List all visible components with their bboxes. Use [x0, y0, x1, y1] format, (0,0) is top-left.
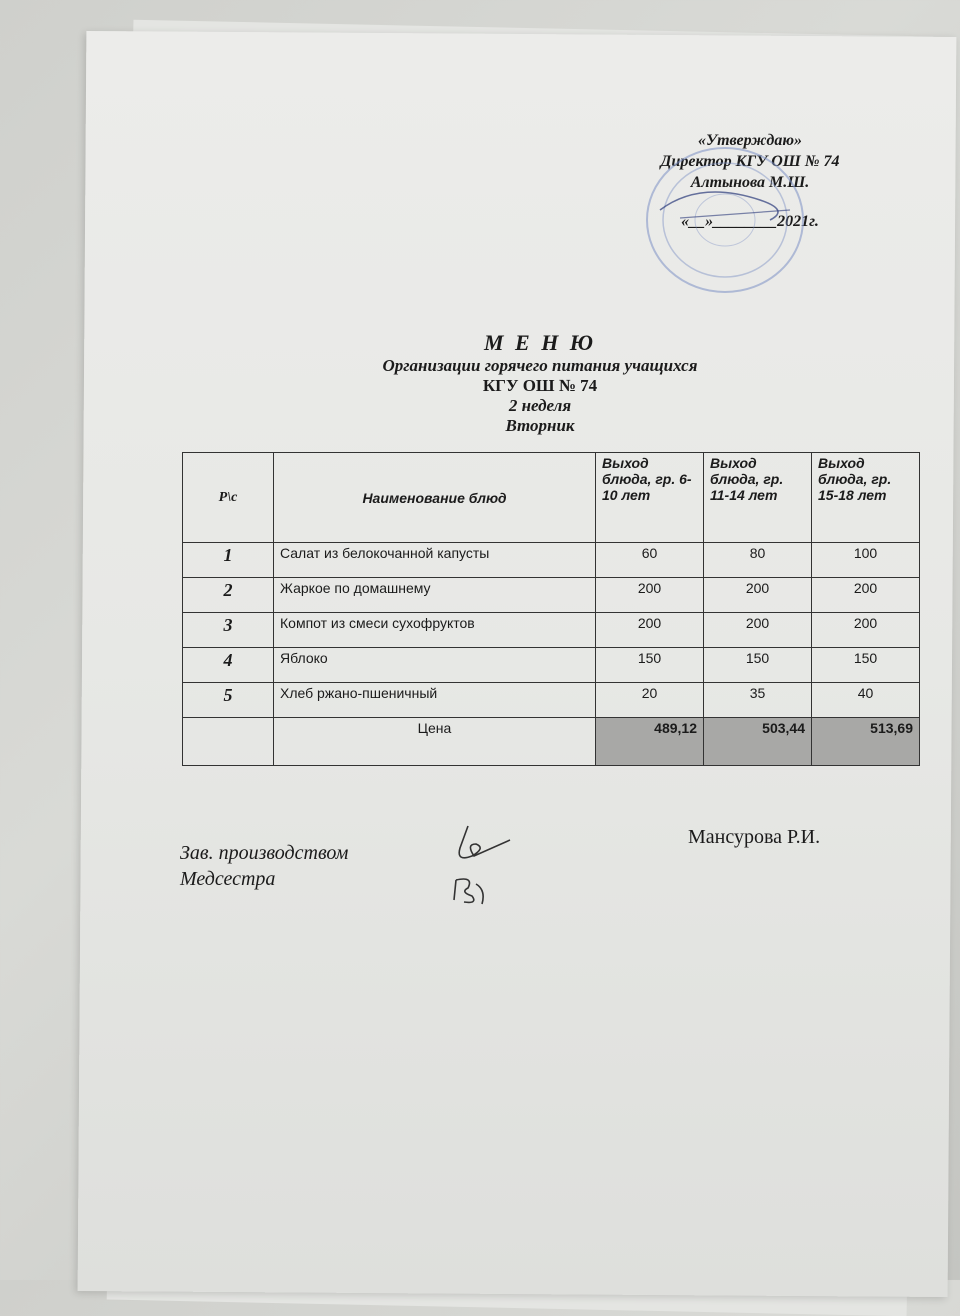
row-number: 2 [183, 578, 274, 613]
dish-name: Компот из смеси сухофруктов [274, 613, 596, 648]
row-number: 1 [183, 543, 274, 578]
price-empty-cell [183, 718, 274, 766]
title-line-2: КГУ ОШ № 74 [482, 376, 598, 395]
portion-11-14: 80 [704, 543, 812, 578]
dish-name: Жаркое по домашнему [274, 578, 596, 613]
menu-table [182, 452, 920, 766]
portion-15-18: 150 [812, 648, 920, 683]
portion-6-10: 200 [596, 613, 704, 648]
signer-name: Мансурова Р.И. [688, 826, 821, 848]
dish-name: Хлеб ржано-пшеничный [274, 683, 596, 718]
menu-title: М Е Н Ю [483, 330, 597, 355]
dish-name: Яблоко [274, 648, 596, 683]
portion-11-14: 200 [704, 578, 812, 613]
role-production-head: Зав. производством [180, 842, 349, 864]
portion-11-14: 150 [704, 648, 812, 683]
approval-line-4: «__»________2021г. [681, 213, 819, 230]
price-label: Цена [274, 718, 596, 766]
table-row [183, 543, 920, 578]
portion-15-18: 200 [812, 578, 920, 613]
title-line-3: 2 неделя [508, 396, 572, 415]
portion-15-18: 200 [812, 613, 920, 648]
role-nurse: Медсестра [180, 868, 276, 890]
portion-6-10: 150 [596, 648, 704, 683]
portion-15-18: 100 [812, 543, 920, 578]
header-number: Р\с [183, 453, 274, 543]
table-row [183, 683, 920, 718]
title-block [300, 330, 780, 436]
table-header-row [183, 453, 920, 543]
header-age-15-18: Выход блюда, гр. 15-18 лет [812, 453, 920, 543]
header-age-11-14: Выход блюда, гр. 11-14 лет [704, 453, 812, 543]
portion-11-14: 35 [704, 683, 812, 718]
portion-11-14: 200 [704, 613, 812, 648]
approval-line-1: «Утверждаю» [697, 132, 803, 149]
table-row [183, 613, 920, 648]
price-6-10: 489,12 [596, 718, 704, 766]
signature-roles [180, 840, 348, 892]
title-line-1: Организации горячего питания учащихся [382, 356, 698, 375]
row-number: 5 [183, 683, 274, 718]
portion-6-10: 20 [596, 683, 704, 718]
signature-nurse [446, 870, 506, 910]
table-row [183, 578, 920, 613]
price-row [183, 718, 920, 766]
dish-name: Салат из белокочанной капусты [274, 543, 596, 578]
row-number: 4 [183, 648, 274, 683]
header-age-6-10: Выход блюда, гр. 6-10 лет [596, 453, 704, 543]
price-11-14: 503,44 [704, 718, 812, 766]
portion-15-18: 40 [812, 683, 920, 718]
approval-line-3: Алтынова М.Ш. [690, 174, 810, 191]
row-number: 3 [183, 613, 274, 648]
table-row [183, 648, 920, 683]
header-dish: Наименование блюд [274, 453, 596, 543]
portion-6-10: 200 [596, 578, 704, 613]
signature-production-head [446, 818, 516, 868]
round-stamp [640, 140, 810, 300]
price-15-18: 513,69 [812, 718, 920, 766]
approval-line-2: Директор КГУ ОШ № 74 [660, 153, 840, 170]
title-line-4: Вторник [505, 416, 575, 435]
portion-6-10: 60 [596, 543, 704, 578]
